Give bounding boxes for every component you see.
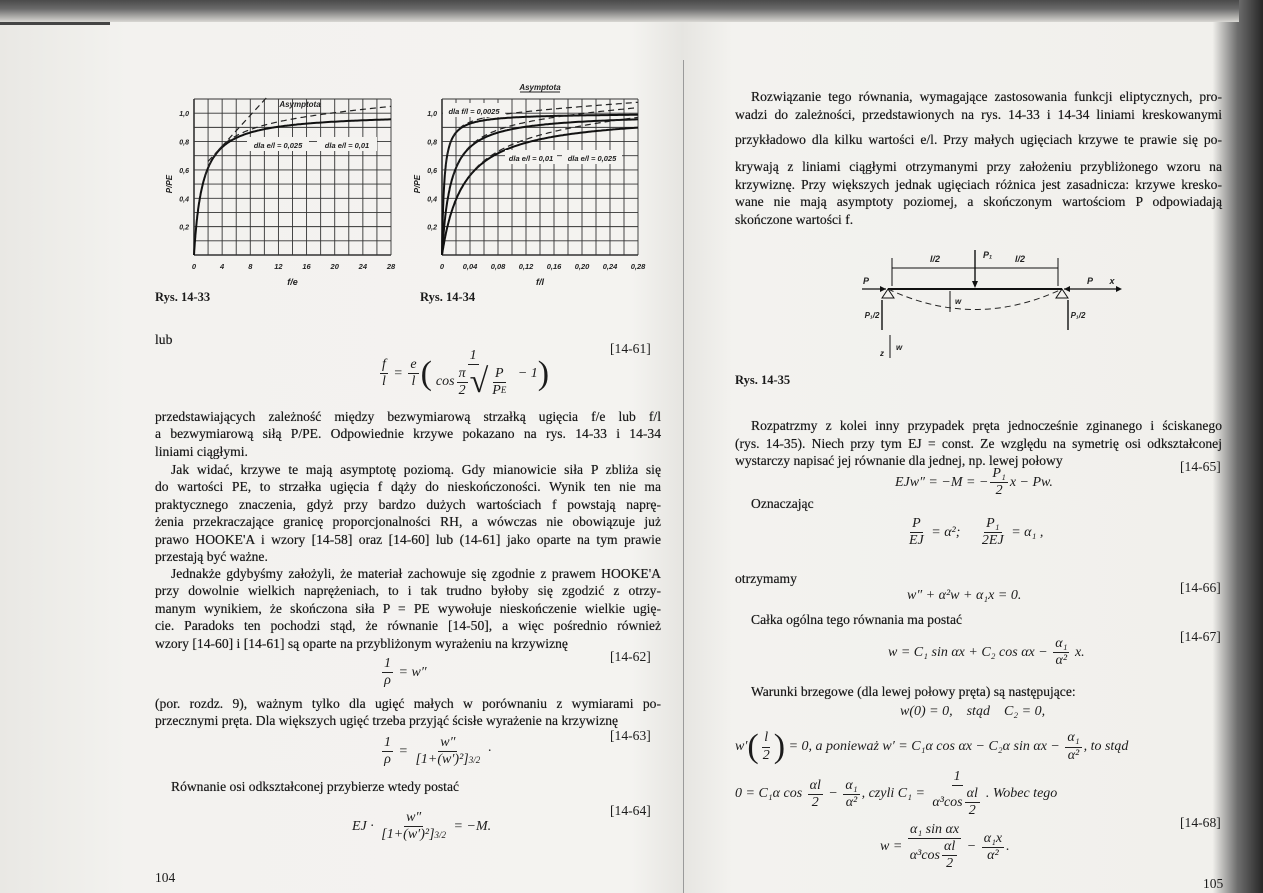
denominator [930,786,983,819]
fraction [1053,636,1069,669]
numerator [1065,730,1081,747]
equation-number: [14-62] [610,648,651,664]
math-text: − [963,839,980,855]
numerator [942,839,957,856]
asymptote-label: Asymptota [519,83,561,92]
left-paragraph-2-line: wzory [14-60] i [14-61] są oparte na przybliżonym wyrażeniu na krzywiznę [155,635,568,651]
denominator [457,383,468,399]
denominator [980,533,1006,549]
right-paragraph-0-line: Rozwiązanie tego równania, wymagające zastosowania funkcji eliptycznych, pro- [751,89,1222,104]
right-paragraph-1-line: Rozpatrzmy z kolei inny przypadek pręta jednocześnie zginanego i ściskanego [751,418,1222,433]
math-text: π [458,365,466,381]
equation-left-0 [378,348,549,399]
math-text: P₁ [992,466,1006,481]
x-tick-label: 8 [248,262,253,271]
math-text: α² [1067,747,1080,763]
x-tick-label: 0 [191,262,197,271]
math-text: 1 [953,769,961,784]
math-text: = α₁ , [1007,524,1044,540]
x-tick-label: 0,24 [602,262,618,271]
equation-right-7 [880,822,1010,872]
fraction [413,735,482,768]
denominator [380,374,388,390]
left-paragraph-3-line: (por. rozdz. 9), ważnym tylko dla ugięć małych w porównaniu z wymiarami po- [155,696,661,711]
math-text: · [484,743,492,759]
math-text: cos [435,374,455,390]
fraction [761,730,772,763]
denominator [382,752,393,768]
fraction [457,366,468,399]
label-p-left: P [862,276,870,286]
y-tick-label: 0,2 [179,224,189,232]
left-paragraph-1-line: żenia przekraczające granicę proporcjonalności RH, a wówczas nie obowiązuje już [155,514,661,530]
right-paragraph-1-line: (rys. 14-35). Niech przy tym EJ = const. Ze względu na symetrię osi odkształconej [735,435,1222,451]
math-text: P [492,382,501,398]
denominator [907,533,926,549]
numerator [910,516,923,533]
math-text: α₁ sin αx [909,822,960,837]
right-paragraph-0-line: przykładowo dla kilku wartości e/l. Przy małych ugięciach krzywe te prawie się po- [735,132,1222,147]
math-text: α³cos [932,794,963,810]
x-tick-label: 0,08 [490,262,506,271]
math-text: α₁ [845,777,858,793]
math-text: EJw″ = −M = − [895,474,989,490]
fig-14-34-chart [413,83,646,287]
equation-right-6 [735,769,1057,819]
math-text: 0 = C₁α cos [735,786,806,802]
fraction [490,366,508,399]
math-text: α₁x [983,830,1003,846]
math-text: 2 [458,382,466,398]
x-tick-label: 24 [358,262,368,271]
math-text: α² [1055,653,1068,669]
left-paragraph-1-line: do wartości PE, to strzałka ugięcia f dąży do nieskończoności. Wynik ten nie ma [155,479,661,495]
right-paragraph-0-line: krywają z liniami ciągłymi otrzymanymi przy założeniu przybliżonego wzoru na [735,159,1222,174]
numerator [990,466,1007,483]
math-text: P [495,365,504,381]
math-text: f [382,356,386,372]
equation-number: [14-67] [1180,628,1221,644]
math-text: = α²; [927,524,978,540]
left-paragraph-1-line: prawo HOOKE'A i wzory [14-58] oraz [14-60] lub (14-61] jako oparte na tym prawie [155,531,661,547]
fraction [942,839,957,872]
denominator [410,374,418,390]
curve-label: dla e/l = 0,01 [324,141,370,150]
fraction [808,778,823,811]
math-text: w′ [735,739,748,754]
math-text: w = [880,839,906,855]
x-tick-label: 0,20 [574,262,590,271]
right-paragraph-4-line: Całka ogólna tego równania ma postać [751,612,963,627]
math-text: ρ [384,673,391,689]
math-text: αl [944,839,956,855]
equation-right-1 [905,516,1043,549]
y-tick-label: 0,4 [427,196,437,204]
equation-number: [14-65] [1180,458,1221,474]
numerator [808,778,823,795]
math-text: = 0, a ponieważ w′ = C₁α cos αx − C₂α sin αx − [785,739,1064,754]
math-text: 2 [995,483,1003,499]
equation-left-3 [352,810,491,843]
label-reaction-left: P₁/2 [864,311,880,320]
math-delimiter: ( [747,728,759,765]
math-text: 1 [384,656,391,671]
denominator [434,365,512,399]
fraction [434,348,512,399]
fraction [408,357,418,390]
math-delimiter: ) [537,354,550,392]
math-text: . Wobec tego [985,786,1058,802]
right-paragraph-2-line: Oznaczając [751,496,814,511]
left-paragraph-2-line: cie. Paradoks ten pochodzi stąd, że równanie [14-50], a więc pośrednio również [155,618,661,634]
fraction [982,831,1004,864]
label-load: P₁ [983,250,993,260]
math-text: l [382,374,386,390]
math-text: 1 [384,735,391,750]
math-text: [1+(w′)²] [381,827,435,843]
left-paragraph-1-line: Jak widać, krzywe te mają asymptotę poziomą. Gdy mianowicie siła P zbliża się [171,462,661,477]
math-text: EJ [909,533,924,549]
x-tick-label: 0,16 [546,262,562,271]
right-paragraph-0-line: wane nie mają asymptoty poziomej, a skończonym wartościom P odpowiadają [735,194,1222,209]
label-reaction-right: P₁/2 [1070,311,1086,320]
math-text: , to stąd [1083,739,1129,754]
y-tick-label: 0,6 [179,167,189,175]
label-deflection: w [955,297,962,306]
fraction [990,466,1007,499]
denominator [810,795,821,811]
denominator [985,848,1001,864]
label-z-axis: z [880,349,884,358]
math-delimiter: ( [420,354,432,392]
numerator [382,735,393,752]
math-text: w″ [440,735,456,750]
math-delimiter: ) [773,728,786,765]
denominator [490,383,508,399]
numerator [404,810,423,827]
curve-label: dla e/l = 0,01 [508,154,554,163]
y-tick-label: 1,0 [427,111,437,119]
x-tick-label: 12 [274,262,283,271]
equation-right-3 [888,636,1085,669]
left-paragraph-0-line: liniami ciągłymi. [155,443,248,459]
y-tick-label: 1,0 [179,111,189,119]
math-text: x. [1071,644,1085,660]
equation-right-2 [907,588,1021,604]
math-text: P₁ [986,516,1000,531]
numerator [457,366,468,383]
math-text: , czyli C₁ = [861,786,929,802]
right-paragraph-0-line: krzywiznę. Przy większych jednak ugięciach różnica jest zasadnicza: krzywe kresko- [735,177,1222,192]
math-text: = −M. [450,818,492,834]
fig-14-33-chart [165,96,396,287]
denominator [1054,653,1070,669]
numerator [952,769,963,786]
label-half-left: l/2 [929,254,941,264]
arrowhead-icon [972,281,978,288]
right-paragraph-1-line: wystarczy napisać jej równanie dla jednej, np. lewej połowy [735,453,1063,469]
beam-diagram [862,250,1122,358]
left-paragraph-2-line: przy dowolnie wielkich naprężeniach, to i tak trudno byłoby się zgodzić z otrzy- [155,583,661,599]
math-text: α₁ [1055,636,1068,651]
x-tick-label: 0,28 [630,262,646,271]
x-tick-label: 20 [330,262,339,271]
math-text: x − Pw. [1009,474,1053,490]
asymptote-label: Asymptota [279,100,321,109]
curve-label: dla f/l = 0,0025 [448,107,500,116]
math-delimiter: √ [469,363,489,401]
equation-left-1 [380,656,427,689]
numerator [493,366,506,383]
denominator [1066,748,1082,764]
lub-text: lub [155,332,173,347]
equation-number: [14-63] [610,727,651,743]
x-axis-label: f/e [287,277,298,287]
y-tick-label: 0,8 [179,139,189,147]
fraction [843,778,859,811]
figure-caption-14-34: Rys. 14-34 [420,290,476,304]
page-number-left: 104 [155,870,176,885]
math-text: [1+(w′)²] [415,752,469,768]
curve-label: dla e/l = 0,025 [253,141,303,150]
fraction [965,786,980,819]
y-tick-label: 0,2 [427,224,437,232]
math-supscript: 3/2 [468,754,481,765]
math-text: P [912,516,921,531]
left-paragraph-1-line: praktycznego znaczenia, gdyż przy bardzo dużych wartościach f powstają naprę- [155,496,661,512]
math-text: − [824,786,842,802]
numerator [382,656,393,673]
math-text: α₁ [1067,730,1080,746]
fraction [379,810,448,843]
asymptote-line [208,96,268,161]
math-text: w″ [406,810,422,825]
y-axis-label: P/PE [165,174,174,194]
equation-number: [14-68] [1180,815,1221,830]
denominator [994,483,1005,499]
figure-caption-14-35: Rys. 14-35 [735,373,791,387]
math-text: EJ · [352,818,378,834]
math-text: 2 [811,794,819,810]
y-tick-label: 0,4 [179,196,189,204]
math-text: − 1 [514,365,538,381]
right-paragraph-0-line: skończone wartości f. [735,212,854,227]
numerator [408,357,418,374]
math-text: α² [845,794,858,810]
math-text: α³cos [909,847,941,863]
x-tick-label: 0,04 [462,262,478,271]
numerator [762,730,770,747]
math-text: 1 [469,348,477,363]
right-paragraph-3-line: otrzymamy [735,571,797,586]
x-tick-label: 16 [302,262,311,271]
left-paragraph-2-line: Jednakże gdybyśmy założyli, że materiał zachowuje się zgodnie z prawem HOOKE'A [171,566,661,581]
math-supscript: 3/2 [434,829,447,840]
math-text: = [395,743,412,759]
left-paragraph-4-line: Równanie osi odkształconej przybierze wtedy postać [171,779,460,794]
right-paragraph-0-line: wadzi do zależności, przedstawionych na rys. 14-33 i 14-34 liniami kreskowanymi [735,107,1222,122]
support-icon [882,289,1068,298]
page-number-right: 105 [1203,876,1224,891]
label-p-right: P [1086,276,1094,286]
numerator [982,831,1004,848]
y-tick-label: 0,6 [427,167,437,175]
x-axis-label: f/l [536,277,544,287]
x-tick-label: 0,12 [518,262,534,271]
denominator [413,752,482,768]
x-tick-label: 0 [439,262,445,271]
label-w-axis: w [896,343,903,352]
equation-right-0 [895,466,1053,499]
equation-right-4 [900,704,1045,720]
deflected-axis-dashed [888,289,1062,310]
math-text: l [411,374,416,390]
math-text: e [410,356,417,372]
y-axis-label: P/PE [413,174,422,194]
fraction [382,656,393,689]
denominator [844,795,860,811]
fraction [980,516,1006,549]
right-paragraph-5-line: Warunki brzegowe (dla lewej połowy pręta) są następujące: [751,684,1076,699]
left-paragraph-2-line: manym wynikiem, że skończona siła P = PE wywołuje nieskończenie wielkie ugię- [155,600,661,616]
math-text: 2 [762,747,770,763]
equation-left-2 [380,735,491,768]
left-paragraph-1-line: przestają być ważne. [155,549,268,564]
figure-caption-14-33: Rys. 14-33 [155,290,211,304]
denominator [967,803,978,819]
equation-number: [14-61] [610,341,651,356]
left-paragraph-0-line: przedstawiających zależność między bezwymiarową strzałką ugięcia f/e lub f/l [155,409,661,424]
equation-number: [14-66] [1180,580,1221,595]
y-tick-label: 0,8 [427,139,437,147]
x-tick-label: 4 [220,262,225,271]
math-text: 2EJ [981,533,1004,549]
fraction [907,516,926,549]
fraction [930,769,983,819]
math-text: αl [966,786,978,802]
math-text: w(0) = 0, stąd C₂ = 0, [900,704,1046,719]
math-text: l [764,730,769,746]
fraction [382,735,393,768]
numerator [984,516,1001,533]
math-text: αl [809,777,821,793]
denominator [944,856,955,872]
math-text: 2 [968,803,976,819]
numerator [438,735,457,752]
fraction [908,822,961,872]
numerator [908,822,961,839]
math-text: . [1006,839,1010,855]
denominator [382,673,393,689]
denominator [379,827,448,843]
label-x-axis: x [1109,276,1115,286]
math-text: 2 [946,856,954,872]
curve-label: dla e/l = 0,025 [567,154,617,163]
left-paragraph-0-line: a bezwymiarową siłą P/PE. Odpowiednie krzywe pokazano na rys. 14-33 i 14-34 [155,426,661,442]
math-text: w″ + α²w + α₁x = 0. [907,588,1022,603]
left-paragraph-3-line: przecznymi pręta. Dla większych ugięć trzeba przyjąć ścisłe wyrażenie na krzywiznę [155,713,619,729]
equation-number: [14-64] [610,802,651,818]
math-text: = [389,365,407,381]
x-tick-label: 28 [386,262,396,271]
denominator [908,839,961,872]
math-text: = w″ [395,664,427,680]
dashed-curve [469,117,638,176]
denominator [761,748,772,764]
fraction [380,357,388,390]
numerator [380,357,388,374]
math-text: w = C₁ sin αx + C₂ cos αx − [888,644,1052,660]
math-subscript: E [500,385,507,396]
arrowhead-icon [880,286,886,292]
equation-right-5 [735,730,1128,764]
numerator [843,778,859,795]
math-text: α² [987,847,999,863]
numerator [1053,636,1069,653]
fraction [1065,730,1081,763]
label-half-right: l/2 [1014,254,1026,264]
math-text: ρ [384,752,391,768]
numerator [965,786,980,803]
